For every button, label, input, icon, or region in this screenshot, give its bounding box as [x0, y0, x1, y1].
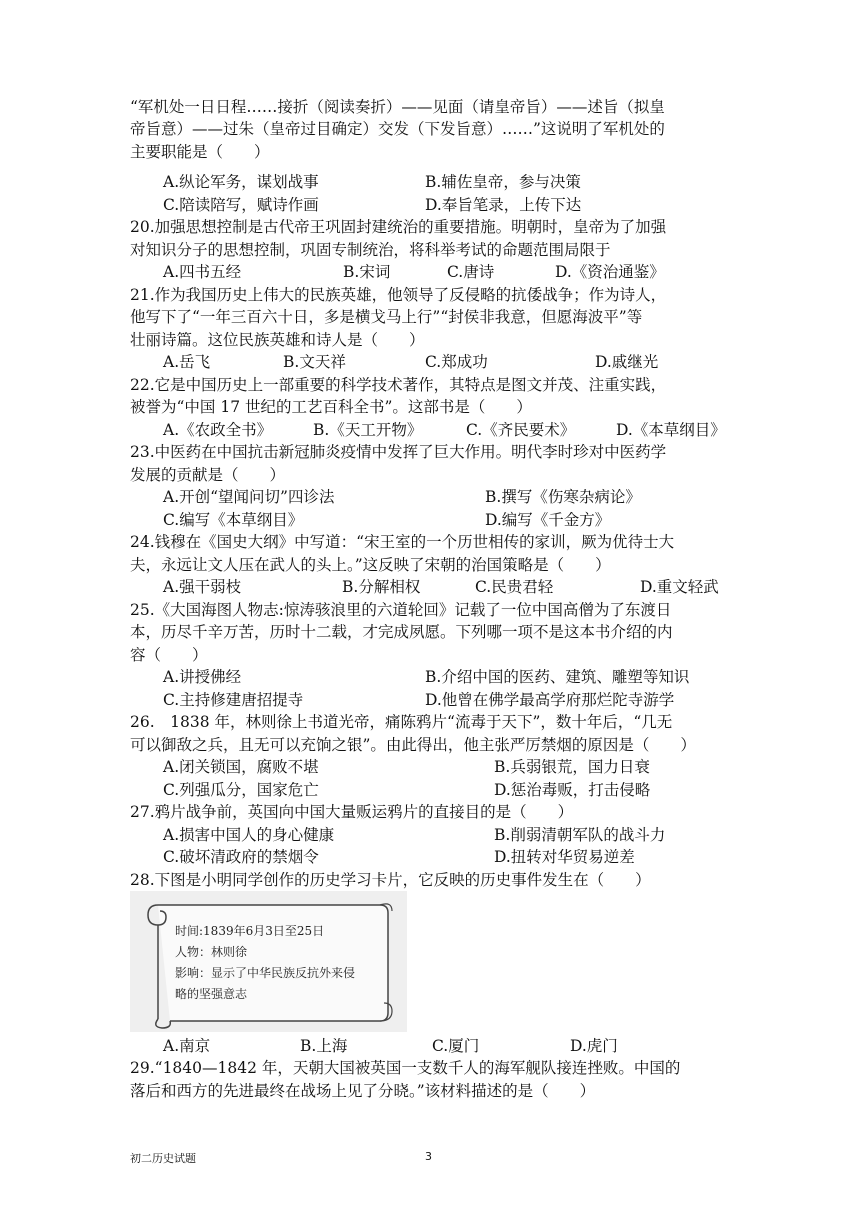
q21-option-b: B.文天祥: [283, 353, 346, 371]
card-person: 人物：林则徐: [175, 945, 248, 959]
q26-option-c: C.列强瓜分，国家危亡: [163, 781, 319, 799]
q19-stem-line-3: 主要职能是（ ）: [130, 143, 270, 161]
q20-stem-line-2: 对知识分子的思想控制，巩固专制统治，将科举考试的命题范围局限于: [130, 241, 611, 259]
q20-option-d: D.《资治通鉴》: [555, 263, 665, 281]
q26-stem-line-2: 可以御敌之兵，且无可以充饷之银”。由此得出，他主张严厉禁烟的原因是（ ）: [130, 736, 696, 754]
q20-option-b: B.宋词: [343, 263, 391, 281]
q23-option-d: D.编写《千金方》: [485, 511, 611, 529]
q23-stem-line-2: 发展的贡献是（ ）: [130, 466, 286, 484]
q19-stem-line-2: 帝旨意）——过朱（皇帝过目确定）交发（下发旨意）……”这说明了军机处的: [130, 120, 665, 138]
q19-stem-line-1: “军机处一日日程……接折（阅读奏折）——见面（请皇帝旨）——述旨（拟皇: [130, 98, 665, 116]
q26-stem-line-1: 26. 1838 年，林则徐上书道光帝，痛陈鸦片“流毒于天下”，数十年后，“几无: [130, 713, 673, 731]
q25-option-c: C.主持修建唐招提寺: [163, 691, 304, 709]
card-impact-line-2: 略的坚强意志: [175, 987, 248, 1001]
q23-option-a: A.开创“望闻问切”四诊法: [163, 488, 335, 506]
q19-option-b: B.辅佐皇帝，参与决策: [425, 173, 581, 191]
q21-stem-line-1: 21.作为我国历史上伟大的民族英雄，他领导了反侵略的抗倭战争；作为诗人，: [130, 286, 667, 304]
footer-title: 初二历史试题: [130, 1152, 196, 1165]
q22-stem-line-2: 被誉为“中国 17 世纪的工艺百科全书”。这部书是（ ）: [130, 398, 532, 416]
q25-option-d: D.他曾在佛学最高学府那烂陀寺游学: [425, 691, 675, 709]
q24-option-b: B.分解相权: [342, 578, 421, 596]
q21-stem-line-2: 他写下了“一年三百六十日，多是横戈马上行”“封侯非我意，但愿海波平”等: [130, 308, 643, 326]
q22-option-d: D.《本草纲目》: [616, 421, 726, 439]
q21-option-a: A.岳飞: [163, 353, 211, 371]
q24-option-a: A.强干弱枝: [163, 578, 242, 596]
q20-option-a: A.四书五经: [163, 263, 242, 281]
card-time: 时间:1839年6月3日至25日: [175, 924, 325, 938]
q21-option-d: D.戚继光: [595, 353, 659, 371]
q26-option-d: D.惩治毒贩，打击侵略: [494, 781, 651, 799]
q22-option-b: B.《天工开物》: [313, 421, 423, 439]
q24-stem-line-2: 夫，永远让文人压在武人的头上。”这反映了宋朝的治国策略是（ ）: [130, 556, 611, 574]
q24-stem-line-1: 24.钱穆在《国史大纲》中写道：“宋王室的一个历世相传的家训，厥为优待士大: [130, 533, 675, 551]
card-impact-line-1: 影响：显示了中华民族反抗外来侵: [175, 966, 356, 980]
q25-stem-line-3: 容（ ）: [130, 646, 208, 664]
q25-stem-line-2: 本，历尽千辛万苦，历时十二载，才完成夙愿。下列哪一项不是这本书介绍的内: [130, 623, 673, 641]
q19-option-c: C.陪读陪写，赋诗作画: [163, 196, 319, 214]
q22-option-c: C.《齐民要术》: [466, 421, 576, 439]
q24-option-c: C.民贵君轻: [475, 578, 554, 596]
q20-stem-line-1: 20.加强思想控制是古代帝王巩固封建统治的重要措施。明朝时，皇帝为了加强: [130, 218, 667, 236]
q28-option-a: A.南京: [163, 1037, 211, 1055]
q28-option-b: B.上海: [300, 1037, 348, 1055]
q25-option-a: A.讲授佛经: [163, 668, 242, 686]
q28-stem-line-1: 28.下图是小明同学创作的历史学习卡片，它反映的历史事件发生在（ ）: [130, 871, 651, 889]
q23-option-c: C.编写《本草纲目》: [163, 511, 304, 529]
page-number: 3: [425, 1150, 432, 1163]
history-study-card: [130, 891, 407, 1032]
q28-option-c: C.厦门: [432, 1037, 480, 1055]
q28-option-d: D.虎门: [570, 1037, 618, 1055]
q24-option-d: D.重文轻武: [640, 578, 719, 596]
q23-stem-line-1: 23.中医药在中国抗击新冠肺炎疫情中发挥了巨大作用。明代李时珍对中医药学: [130, 443, 667, 461]
q25-stem-line-1: 25.《大国海图人物志:惊涛骇浪里的六道轮回》记载了一位中国高僧为了东渡日: [130, 601, 672, 619]
q21-option-c: C.郑成功: [425, 353, 488, 371]
q19-option-a: A.纵论军务，谋划战事: [163, 173, 319, 191]
q20-option-c: C.唐诗: [447, 263, 495, 281]
q26-option-a: A.闭关锁国，腐败不堪: [163, 758, 319, 776]
q25-option-b: B.介绍中国的医药、建筑、雕塑等知识: [425, 668, 690, 686]
q27-stem-line-1: 27.鸦片战争前，英国向中国大量贩运鸦片的直接目的是（ ）: [130, 803, 574, 821]
scroll-illustration: [130, 891, 407, 1032]
q23-option-b: B.撰写《伤寒杂病论》: [485, 488, 641, 506]
q27-option-b: B.削弱清朝军队的战斗力: [494, 826, 666, 844]
q29-stem-line-1: 29.“1840—1842 年，天朝大国被英国一支数千人的海军舰队接连挫败。中国的: [130, 1059, 681, 1077]
q19-option-d: D.奉旨笔录，上传下达: [425, 196, 582, 214]
q27-option-c: C.破坏清政府的禁烟令: [163, 848, 319, 866]
q29-stem-line-2: 落后和西方的先进最终在战场上见了分晓。”该材料描述的是（ ）: [130, 1082, 596, 1100]
q22-stem-line-1: 22.它是中国历史上一部重要的科学技术著作，其特点是图文并茂、注重实践，: [130, 376, 667, 394]
q27-option-d: D.扭转对华贸易逆差: [494, 848, 635, 866]
q21-stem-line-3: 壮丽诗篇。这位民族英雄和诗人是（ ）: [130, 331, 425, 349]
q26-option-b: B.兵弱银荒，国力日衰: [494, 758, 650, 776]
q27-option-a: A.损害中国人的身心健康: [163, 826, 335, 844]
q22-option-a: A.《农政全书》: [163, 421, 273, 439]
